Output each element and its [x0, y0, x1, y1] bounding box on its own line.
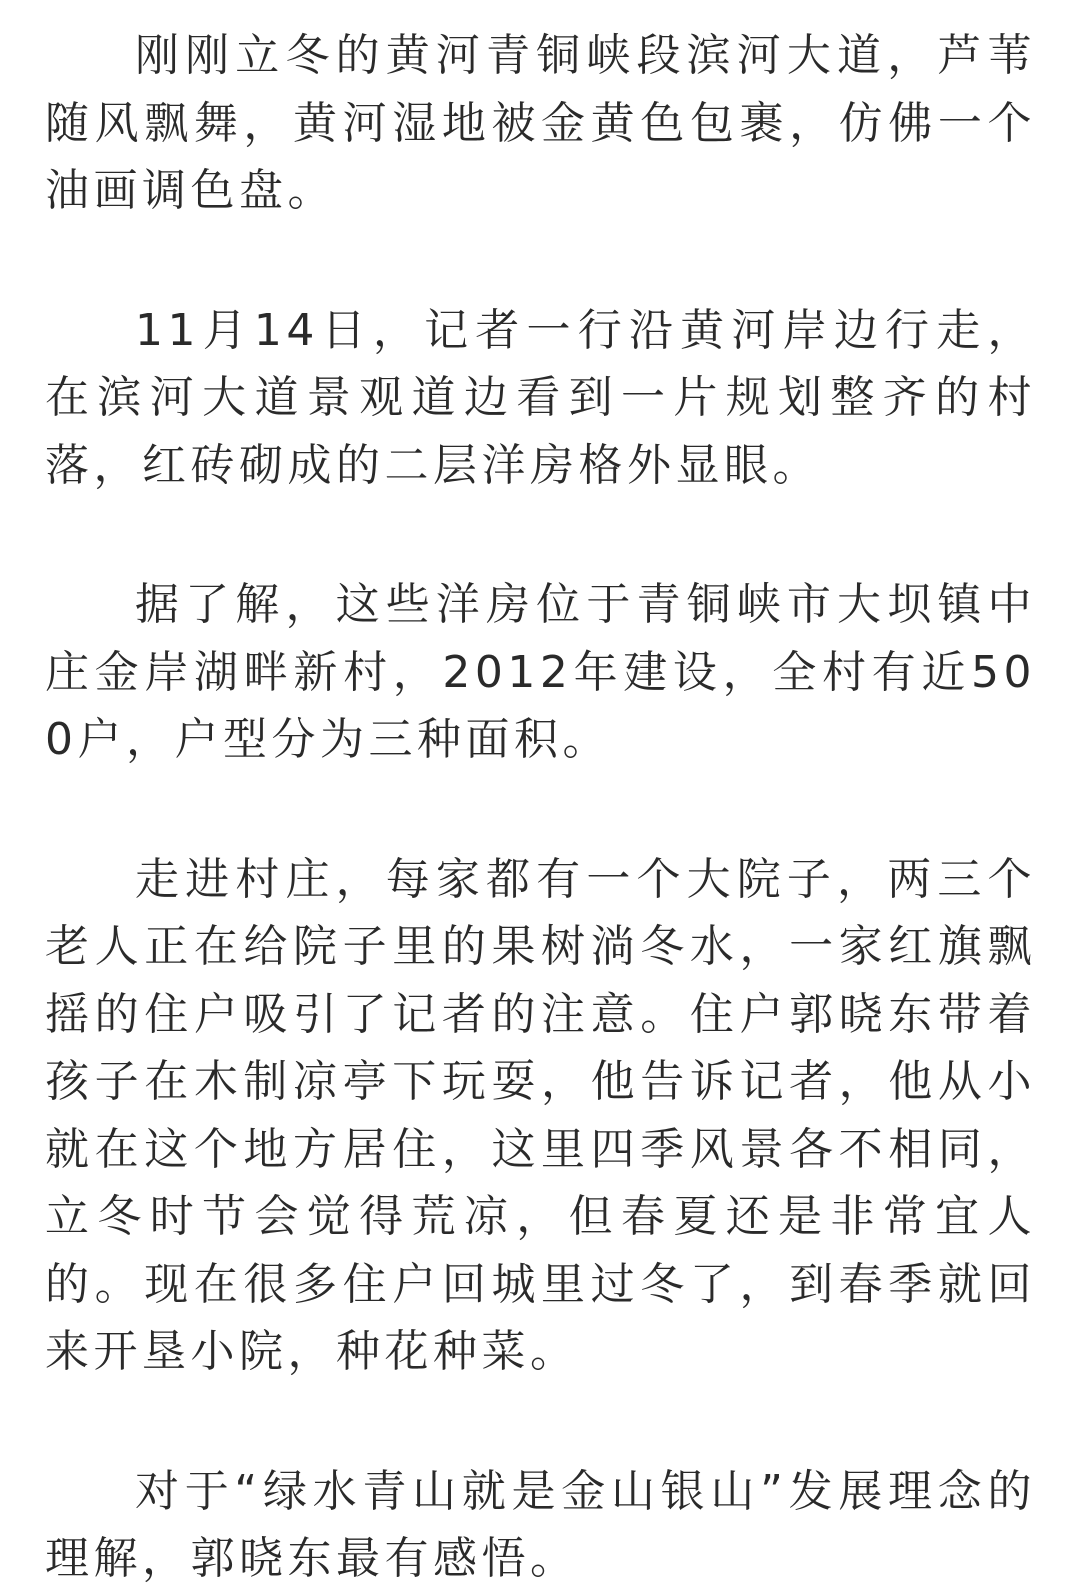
article-paragraph: 据了解，这些洋房位于青铜峡市大坝镇中庄金岸湖畔新村，2012年建设，全村有近500户，户型分为三种面积。	[45, 579, 1036, 765]
article-paragraph: 走进村庄，每家都有一个大院子，两三个老人正在给院子里的果树淌冬水，一家红旗飘摇的住户吸引了记者的注意。住户郭晓东带着孩子在木制凉亭下玩耍，他告诉记者，他从小就在这个地方居住，这里四季风景各不相同，立冬时节会觉得荒凉，但春夏还是非常宜人的。现在很多住户回城里过冬了，到春季就回来开垦小院，种花种菜。	[45, 853, 1036, 1377]
article-paragraph: 对于“绿水青山就是金山银山”发展理念的理解，郭晓东最有感悟。	[45, 1465, 1036, 1584]
article-paragraph: 刚刚立冬的黄河青铜峡段滨河大道，芦苇随风飘舞，黄河湿地被金黄色包裹，仿佛一个油画调色盘。	[45, 30, 1036, 216]
article-paragraph: 11月14日，记者一行沿黄河岸边行走，在滨河大道景观道边看到一片规划整齐的村落，红砖砌成的二层洋房格外显眼。	[45, 304, 1036, 491]
